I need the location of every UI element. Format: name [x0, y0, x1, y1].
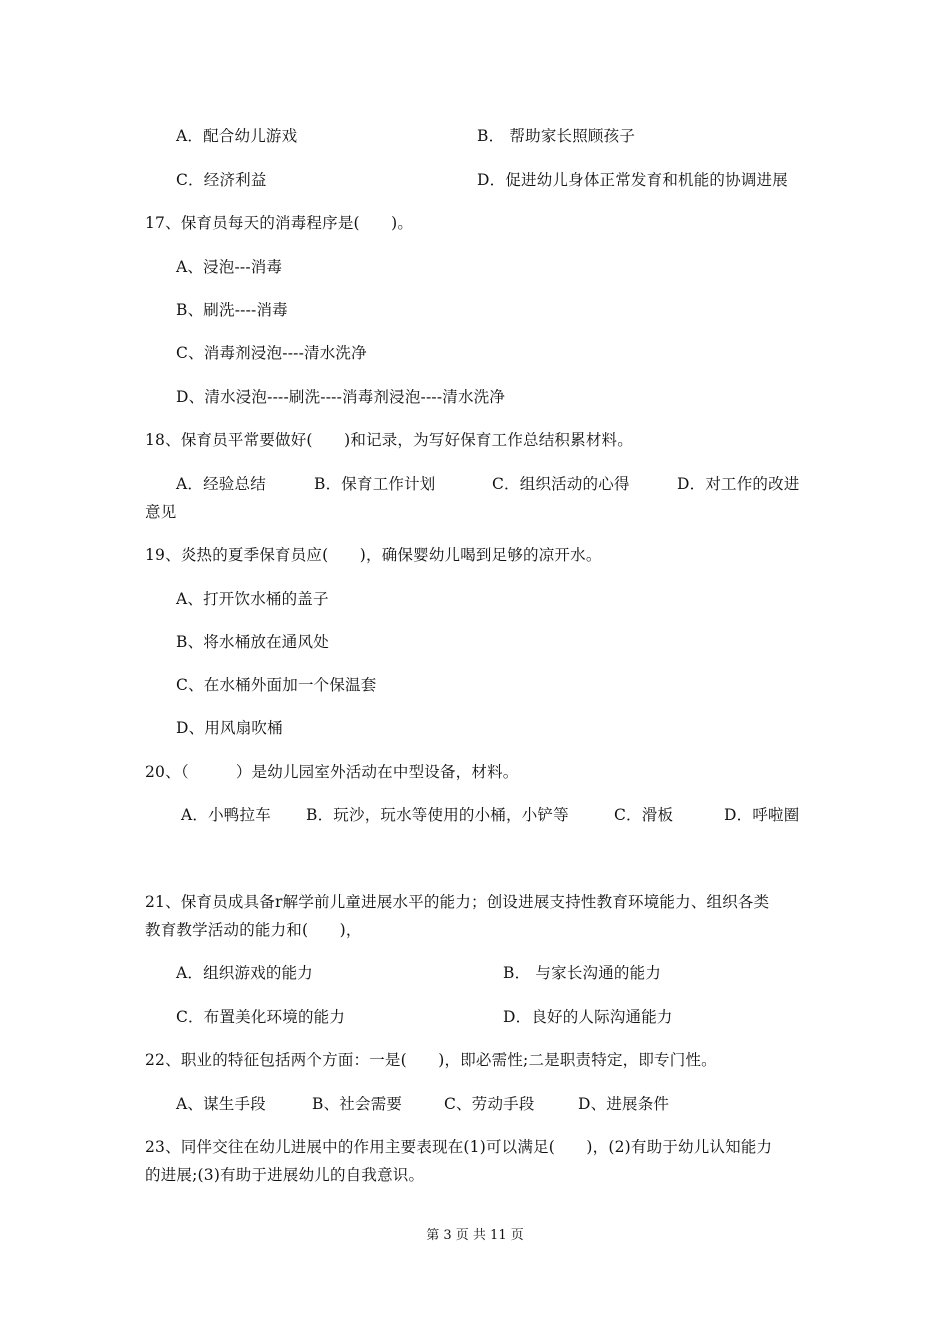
q17-option-a: A、浸泡---消毒	[176, 258, 283, 276]
q19-option-a: A、打开饮水桶的盖子	[176, 590, 329, 608]
q20-option-c: C．滑板	[614, 806, 674, 824]
q20-option-b: B．玩沙，玩水等使用的小桶，小铲等	[306, 806, 569, 824]
q17-option-b: B、刷洗----消毒	[176, 301, 288, 319]
q22-stem: 22、职业的特征包括两个方面：一是( )，即必需性;二是职责特定，即专门性。	[145, 1051, 717, 1069]
q18-option-b: B．保育工作计划	[314, 475, 436, 493]
q16-option-b: B． 帮助家长照顾孩子	[477, 127, 636, 145]
q22-option-b: B、社会需要	[312, 1095, 403, 1113]
q16-option-a: A．配合幼儿游戏	[176, 127, 298, 145]
q20-option-a: A．小鸭拉车	[181, 806, 271, 824]
q17-option-c: C、消毒剂浸泡----清水洗净	[176, 344, 367, 362]
q18-option-d: D．对工作的改进	[677, 475, 800, 493]
q21-option-b: B． 与家长沟通的能力	[503, 964, 662, 982]
q17-stem: 17、保育员每天的消毒程序是( )。	[145, 214, 414, 232]
q16-option-c: C．经济利益	[176, 171, 267, 189]
q23-stem-line2: 的进展;(3)有助于进展幼儿的自我意识。	[145, 1166, 425, 1184]
q18-option-c: C．组织活动的心得	[492, 475, 630, 493]
q19-option-d: D、用风扇吹桶	[176, 719, 283, 737]
q22-option-a: A、谋生手段	[176, 1095, 266, 1113]
q18-option-d-continued: 意见	[145, 503, 177, 521]
q21-stem-line2: 教育教学活动的能力和( )，	[145, 921, 362, 939]
q22-option-c: C、劳动手段	[444, 1095, 535, 1113]
q19-option-b: B、将水桶放在通风处	[176, 633, 329, 651]
q23-stem-line1: 23、同伴交往在幼儿进展中的作用主要表现在(1)可以满足( )，(2)有助于幼儿认知能力	[145, 1138, 773, 1156]
q21-option-a: A．组织游戏的能力	[176, 964, 313, 982]
page-number-footer: 第 3 页 共 11 页	[426, 1228, 524, 1243]
q21-option-c: C．布置美化环境的能力	[176, 1008, 346, 1026]
q20-stem: 20、（ ）是幼儿园室外活动在中型设备，材料。	[145, 763, 519, 781]
q21-option-d: D．良好的人际沟通能力	[503, 1008, 673, 1026]
q22-option-d: D、进展条件	[578, 1095, 670, 1113]
q20-option-d: D．呼啦圈	[724, 806, 800, 824]
q18-stem: 18、保育员平常要做好( )和记录，为写好保育工作总结积累材料。	[145, 431, 633, 449]
q18-option-a: A．经验总结	[176, 475, 266, 493]
q21-stem-line1: 21、保育员成具备r解学前儿童进展水平的能力；创设进展支持性教育环境能力、组织各类	[145, 893, 770, 911]
q16-option-d: D．促进幼儿身体正常发育和机能的协调进展	[477, 171, 788, 189]
q17-option-d: D、清水浸泡----刷洗----消毒剂浸泡----清水洗净	[176, 388, 506, 406]
q19-stem: 19、炎热的夏季保育员应( )，确保婴幼儿喝到足够的凉开水。	[145, 546, 602, 564]
q19-option-c: C、在水桶外面加一个保温套	[176, 676, 377, 694]
